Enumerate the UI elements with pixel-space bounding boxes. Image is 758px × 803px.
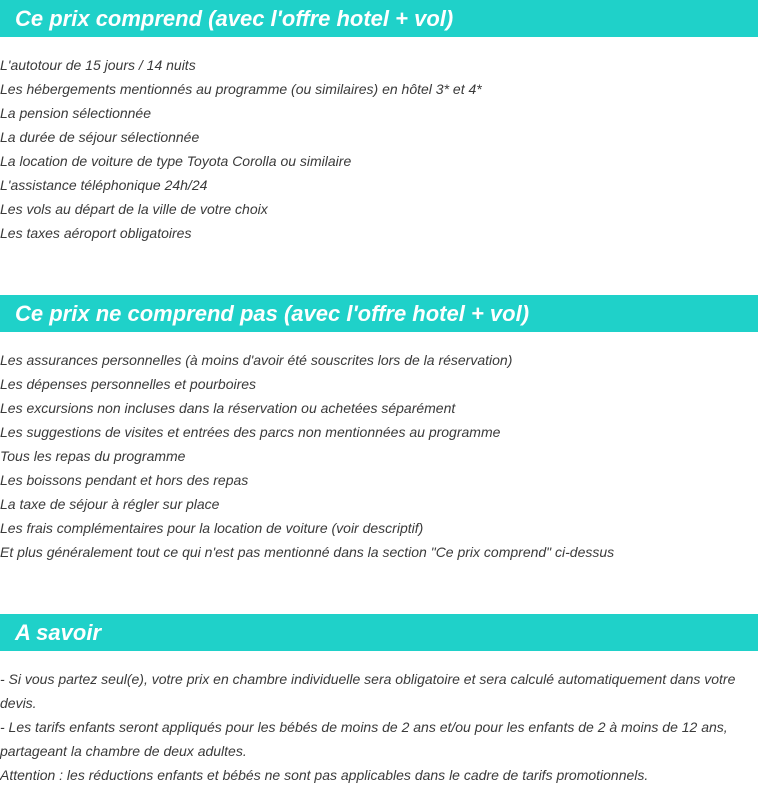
list-item: Les dépenses personnelles et pourboires	[0, 376, 257, 392]
list-item: La location de voiture de type Toyota Corolla ou similaire	[0, 153, 352, 169]
list-item: Les hébergements mentionnés au programme (ou similaires) en hôtel 3* et 4*	[0, 81, 482, 97]
section-header-excluded: Ce prix ne comprend pas (avec l'offre hotel + vol)	[0, 295, 758, 332]
list-item: Les suggestions de visites et entrées des parcs non mentionnées au programme	[0, 424, 501, 440]
list-item: Les taxes aéroport obligatoires	[0, 225, 192, 241]
list-item: La taxe de séjour à régler sur place	[0, 496, 220, 512]
list-item: L'assistance téléphonique 24h/24	[0, 177, 208, 193]
list-item: Les frais complémentaires pour la location de voiture (voir descriptif)	[0, 520, 424, 536]
included-list	[0, 53, 758, 245]
list-item: Et plus généralement tout ce qui n'est pas mentionné dans la section "Ce prix comprend" ci-dessus	[0, 544, 615, 560]
info-paragraph: - Les tarifs enfants seront appliqués pour les bébés de moins de 2 ans et/ou pour les enfants de 2 à moins de 12 ans, partageant la chambre de deux adultes.	[0, 719, 728, 759]
list-item: La pension sélectionnée	[0, 105, 152, 121]
list-item: L'autotour de 15 jours / 14 nuits	[0, 57, 196, 73]
info-paragraph: Attention : les réductions enfants et bébés ne sont pas applicables dans le cadre de tarifs promotionnels.	[0, 767, 649, 783]
info-paragraph: - Si vous partez seul(e), votre prix en chambre individuelle sera obligatoire et sera calculé automatiquement dans votre devis.	[0, 671, 736, 711]
list-item: Tous les repas du programme	[0, 448, 186, 464]
list-item: Les vols au départ de la ville de votre choix	[0, 201, 268, 217]
section-header-included: Ce prix comprend (avec l'offre hotel + vol)	[0, 0, 758, 37]
list-item: Les assurances personnelles (à moins d'avoir été souscrites lors de la réservation)	[0, 352, 513, 368]
excluded-list	[0, 348, 758, 564]
list-item: Les boissons pendant et hors des repas	[0, 472, 249, 488]
section-header-to-know: A savoir	[0, 614, 758, 651]
to-know-text	[0, 667, 752, 787]
list-item: Les excursions non incluses dans la réservation ou achetées séparément	[0, 400, 456, 416]
list-item: La durée de séjour sélectionnée	[0, 129, 200, 145]
